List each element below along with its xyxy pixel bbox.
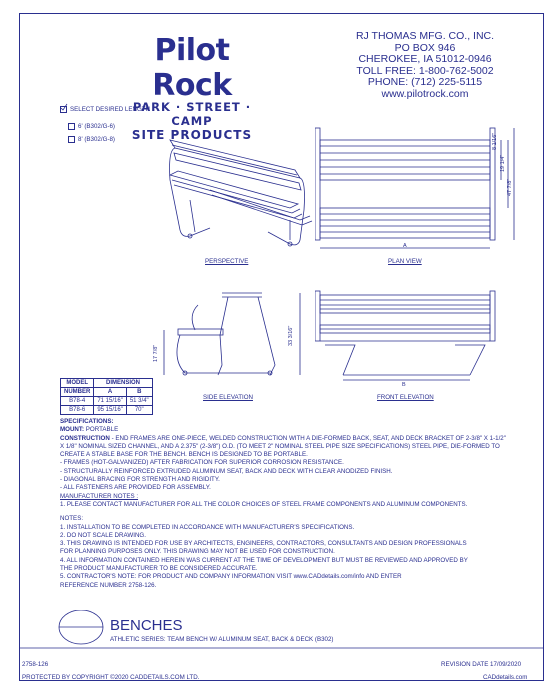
logo-products: SITE PRODUCTS: [131, 128, 253, 142]
spec-construction-2: X 1/8" NOMINAL SIZED CHANNEL, AND A 2.375" (2-3/8") O.D. (TO MEET 2" NOMINAL STEEL PIPE SIZE SPECIFICATIONS) STEEL PIPE, DIE-FORMED TO: [60, 442, 500, 450]
company-phone: PHONE: (712) 225-5115: [367, 76, 483, 88]
titleblock-subtitle: ATHLETIC SERIES: TEAM BENCH W/ ALUMINUM SEAT, BACK & DECK (B302): [110, 636, 334, 643]
company-website: www.pilotrock.com: [381, 87, 469, 100]
company-city: CHEROKEE, IA 51012-0946: [358, 53, 492, 65]
spec-bullet: - DIAGONAL BRACING FOR STRENGTH AND RIGIDITY.: [60, 476, 220, 484]
plan-dim-h1: 8 1/16": [492, 132, 498, 150]
note-item: 5. CONTRACTOR'S NOTE: FOR PRODUCT AND COMPANY INFORMATION VISIT www.CADdetails.com/info AND ENTER: [60, 573, 402, 581]
spec-construction: CONSTRUCTION - END FRAMES ARE ONE-PIECE, WELDED CONSTRUCTION WITH A DIE-FORMED BACK, SEAT, AND DECK BRACKET OF 2-3/8" X 1-1/2": [60, 434, 506, 442]
manufacturer-notes-heading: MANUFACTURER NOTES :: [60, 492, 139, 500]
length-heading: SELECT DESIRED LENGTH: [60, 106, 150, 115]
titleblock-title: BENCHES: [110, 617, 183, 634]
note-item: REFERENCE NUMBER 2758-126.: [60, 581, 157, 589]
logo-title: Pilot Rock: [152, 33, 232, 103]
side-elevation-label: SIDE ELEVATION: [203, 394, 253, 401]
note-item: FOR PLANNING PURPOSES ONLY. THIS DRAWING MAY NOT BE USED FOR CONSTRUCTION.: [60, 548, 335, 556]
checkmark-icon: [60, 106, 67, 113]
company-pobox: PO BOX 946: [394, 41, 456, 54]
titleblock-revision: REVISION DATE 17/09/2020: [441, 661, 522, 668]
dimension-table: [60, 378, 153, 415]
company-tollfree: TOLL FREE: 1-800-762-5002: [356, 64, 494, 77]
footer-site[interactable]: CADdetails.com: [483, 674, 528, 681]
length-selector: [60, 106, 150, 145]
checkbox-8ft[interactable]: [68, 136, 75, 143]
table-header-a: A: [94, 388, 127, 397]
table-header-number: NUMBER: [61, 388, 94, 397]
plan-dim-a: A: [403, 243, 407, 249]
note-item: 1. INSTALLATION TO BE COMPLETED IN ACCORDANCE WITH MANUFACTURER'S SPECIFICATIONS.: [60, 523, 355, 531]
note-item: 3. THIS DRAWING IS INTENDED FOR USE BY ARCHITECTS, ENGINEERS, CONTRACTORS, CONSULTANTS AND DESIGN PROFESSIONALS: [60, 540, 467, 548]
plan-dim-h2: 19 1/4": [500, 154, 506, 172]
spec-mount: MOUNT: PORTABLE: [60, 426, 119, 434]
note-item: 2. DO NOT SCALE DRAWING.: [60, 531, 146, 539]
front-elevation-drawing: [315, 285, 515, 395]
perspective-label: PERSPECTIVE: [205, 258, 249, 265]
checkbox-6ft[interactable]: [68, 123, 75, 130]
spec-heading: SPECIFICATIONS:: [60, 418, 114, 425]
footer-copyright: PROTECTED BY COPYRIGHT ©2020 CADDETAILS.COM LTD.: [22, 674, 200, 681]
side-elevation-drawing: [150, 285, 310, 385]
length-option-8ft[interactable]: 8' (B302/G-8): [68, 136, 150, 145]
table-header-model: MODEL: [61, 379, 94, 388]
table-header-b: B: [126, 388, 152, 397]
note-item: 4. ALL INFORMATION CONTAINED HEREIN WAS CURRENT AT THE TIME OF DEVELOPMENT BUT MUST BE REVIEWED AND APPROVED BY: [60, 556, 468, 564]
spec-bullet: - FRAMES (HOT-GALVANIZED) AFTER FABRICATION FOR SUPERIOR CORROSION RESISTANCE.: [60, 459, 344, 467]
front-elevation-label: FRONT ELEVATION: [377, 394, 434, 401]
dimension-table-wrapper: [60, 378, 153, 415]
plan-view-label: PLAN VIEW: [388, 258, 422, 265]
notes-heading: NOTES:: [60, 515, 84, 523]
plan-view-drawing: [315, 120, 515, 260]
specifications-block: [60, 418, 530, 590]
table-header-dimension: DIMENSION: [94, 379, 152, 388]
company-name: RJ THOMAS MFG. CO., INC.: [355, 30, 495, 42]
spec-bullet: - ALL FASTENERS ARE PROVIDED FOR ASSEMBLY.: [60, 484, 211, 492]
plan-dim-h3: 47 7/8": [507, 178, 513, 196]
spec-bullet: - STRUCTURALLY REINFORCED EXTRUDED ALUMINUM SEAT, BACK AND DECK WITH CLEAR ANODIZED FINISH.: [60, 467, 393, 475]
table-row: B78-6 95 15/16" 70": [61, 406, 153, 415]
table-row: B78-4 71 15/16" 51 3/4": [61, 397, 153, 406]
titleblock-ref: 2758-126: [22, 661, 49, 668]
company-contact-block: [345, 31, 505, 100]
length-option-6ft[interactable]: 6' (B302/G-6): [68, 123, 150, 132]
front-dim-b: B: [402, 382, 406, 388]
side-dim-h2: 17 7/8": [153, 344, 159, 362]
manufacturer-note: 1. PLEASE CONTACT MANUFACTURER FOR ALL THE COLOR CHOICES OF STEEL FRAME COMPONENTS AND ALUMINUM COMPONENTS.: [60, 500, 468, 508]
perspective-drawing: [150, 120, 320, 250]
note-item: THE PRODUCT MANUFACTURER TO BE CONSIDERED ACCURATE.: [60, 565, 258, 573]
side-dim-h1: 33 3/16": [288, 325, 294, 346]
logo-tagline: PARK · STREET · CAMP: [132, 100, 252, 128]
spec-construction-3: CREATE A STABLE BASE FOR THE BENCH. BENCH IS DESIGNED TO BE PORTABLE.: [60, 451, 308, 459]
